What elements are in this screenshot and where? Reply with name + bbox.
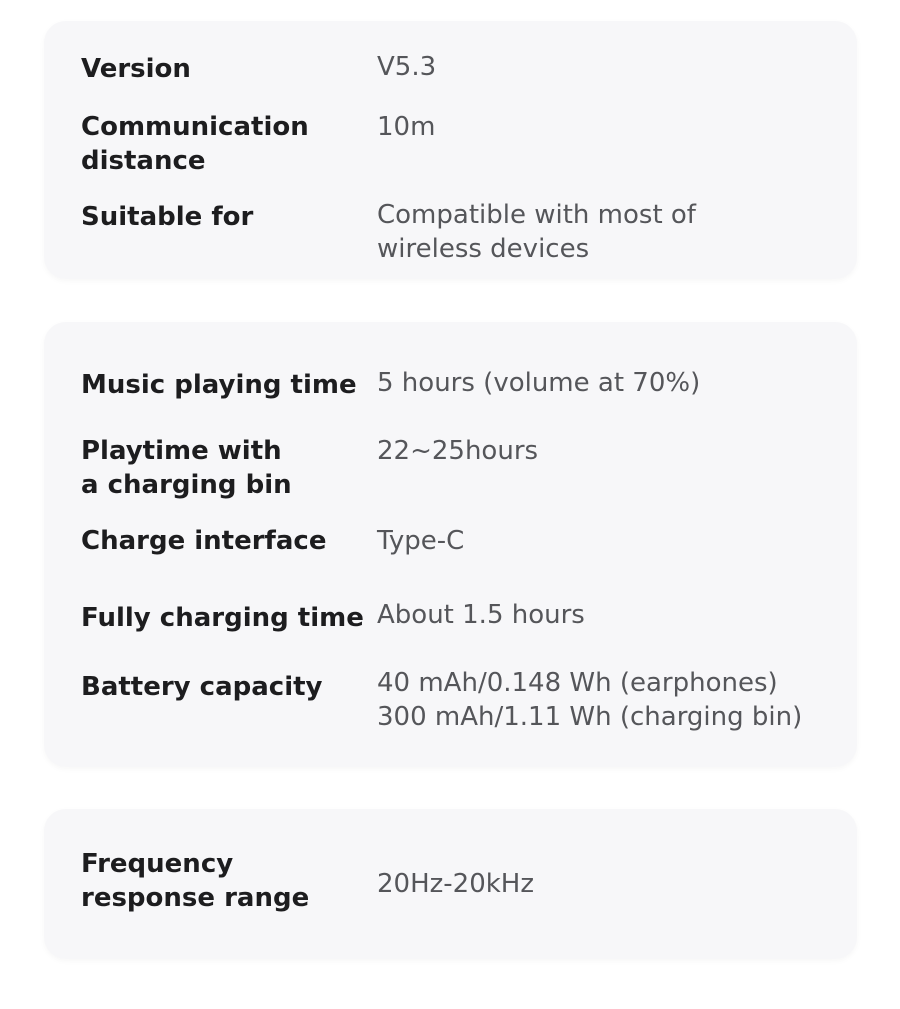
spec-label-suitable-for: Suitable for: [81, 202, 254, 232]
spec-label-music-playing-time: Music playing time: [81, 370, 357, 400]
spec-value-playtime-with-charging-bin: 22~25hours: [377, 436, 539, 466]
spec-card-audio: [44, 809, 857, 959]
spec-label-playtime-with-charging-bin: Playtime with a charging bin: [81, 436, 292, 500]
spec-label-version: Version: [81, 54, 191, 84]
spec-label-frequency-response-range: Frequency response range: [81, 849, 310, 913]
spec-label-charge-interface: Charge interface: [81, 526, 327, 556]
spec-label-fully-charging-time: Fully charging time: [81, 603, 364, 633]
spec-card-battery: [44, 322, 857, 767]
spec-value-suitable-for: Compatible with most of wireless devices: [377, 200, 696, 264]
spec-value-charge-interface: Type-C: [377, 526, 465, 556]
spec-card-bluetooth: [44, 21, 857, 279]
spec-value-frequency-response-range: 20Hz-20kHz: [377, 869, 535, 899]
spec-value-battery-capacity: 40 mAh/0.148 Wh (earphones) 300 mAh/1.11 Wh (charging bin): [377, 668, 803, 732]
spec-value-fully-charging-time: About 1.5 hours: [377, 600, 585, 630]
spec-label-battery-capacity: Battery capacity: [81, 672, 323, 702]
spec-value-communication-distance: 10m: [377, 112, 436, 142]
spec-value-music-playing-time: 5 hours (volume at 70%): [377, 368, 701, 398]
spec-label-communication-distance: Communication distance: [81, 112, 309, 176]
spec-value-version: V5.3: [377, 52, 437, 82]
